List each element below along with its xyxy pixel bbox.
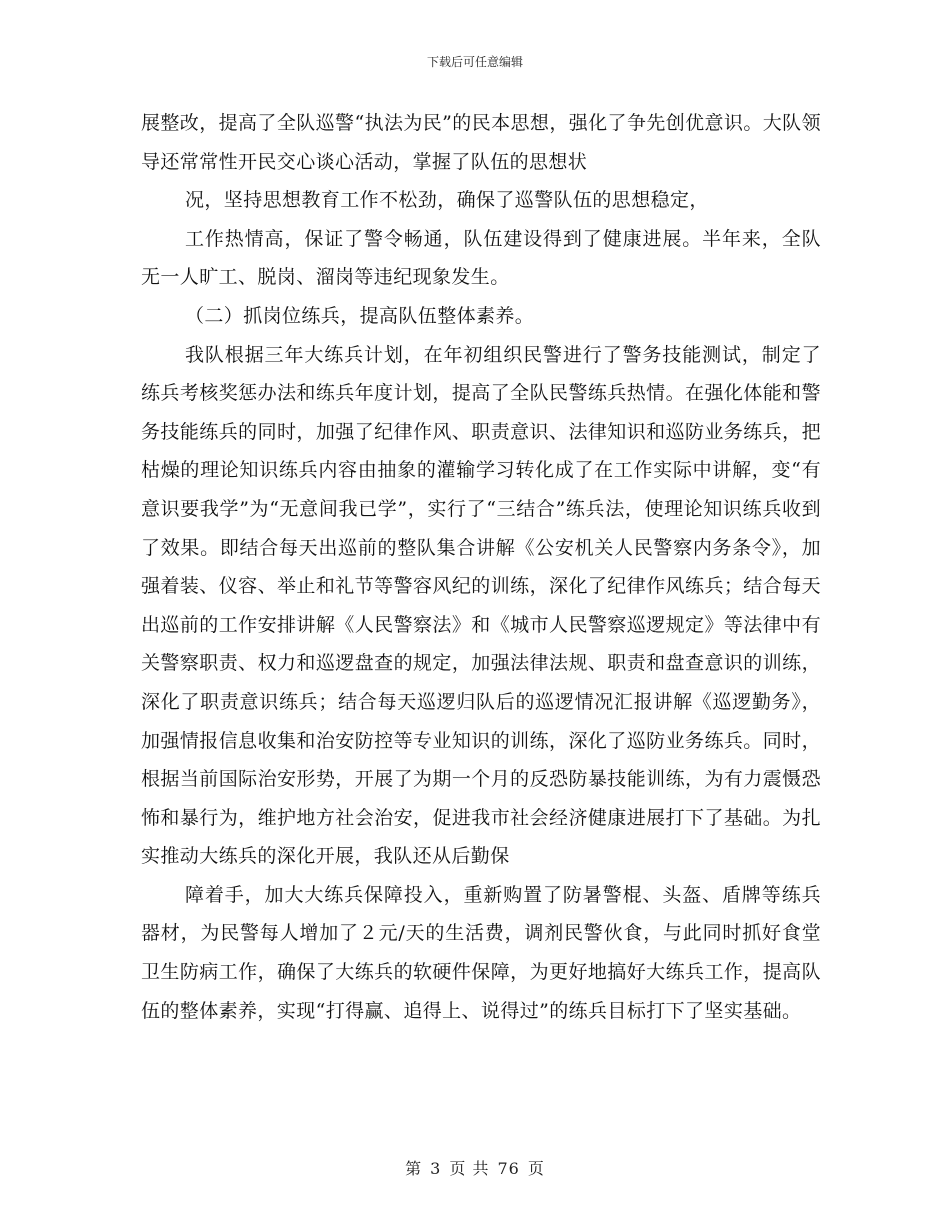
current-page-number: 3 bbox=[430, 1159, 442, 1178]
paragraph: 况，坚持思想教育工作不松劲，确保了巡警队伍的思想稳定， bbox=[185, 189, 709, 212]
footer-label-middle: 页 共 bbox=[449, 1159, 490, 1178]
paragraph: 我队根据三年大练兵计划，在年初组织民警进行了警务技能测试，制定了练兵考核奖惩办法和练兵年度计划，提高了全队民警练兵热情。在强化体能和警务技能练兵的同时，加强了纪律作风、职责意识、法律知识和巡防业务练兵，把枯燥的理论知识练兵内容由抽象的灌输学习转化成了在工作实际中讲解，变“有意识要我学”为“无意间我已学”，实行了“三结合”练兵法，使理论知识练兵收到了效果。即结合每天出巡前的整队集合讲解《公安机关人民警察内务条令》，加强着装、仪容、举止和礼节等警容风纪的训练，深化了纪律作风练兵；结合每天出巡前的工作安排讲解《人民警察法》和《城市人民警察巡逻规定》等法律中有关警察职责、权力和巡逻盘查的规定，加强法律法规、职责和盘查意识的训练，深化了职责意识练兵；结合每天巡逻归队后的巡逻情况汇报讲解《巡逻勤务》，加强情报信息收集和治安防控等专业知识的训练，深化了巡防业务练兵。同时，根据当前国际治安形势，开展了为期一个月的反恐防暴技能训练，为有力震慑恐怖和暴行为，维护地方社会治安，促进我市社会经济健康进展打下了基础。为扎实推动大练兵的深化开展，我队还从后勤保 bbox=[141, 343, 821, 868]
paragraph: 展整改，提高了全队巡警“执法为民”的民本思想，强化了争先创优意识。大队领导还常常性开民交心谈心活动，掌握了队伍的思想状 bbox=[141, 112, 821, 173]
page-header: 下载后可任意编辑 bbox=[426, 55, 523, 69]
paragraph: 工作热情高，保证了警令畅通，队伍建设得到了健康进展。半年来，全队无一人旷工、脱岗、溜岗等违纪现象发生。 bbox=[141, 227, 821, 289]
footer-label-after: 页 bbox=[527, 1159, 545, 1178]
total-pages-number: 76 bbox=[497, 1159, 520, 1178]
footer-label-before: 第 bbox=[405, 1159, 423, 1178]
document-body bbox=[141, 104, 821, 1030]
section-heading: （二）抓岗位练兵，提高队伍整体素养。 bbox=[185, 304, 535, 327]
paragraph: 障着手，加大大练兵保障投入，重新购置了防暑警棍、头盔、盾牌等练兵器材，为民警每人增加了２元/天的生活费，调剂民警伙食，与此同时抓好食堂卫生防病工作，确保了大练兵的软硬件保障，为更好地搞好大练兵工作，提高队伍的整体素养，实现“打得赢、追得上、说得过”的练兵目标打下了坚实基础。 bbox=[141, 883, 821, 1022]
page-footer bbox=[0, 1156, 950, 1179]
